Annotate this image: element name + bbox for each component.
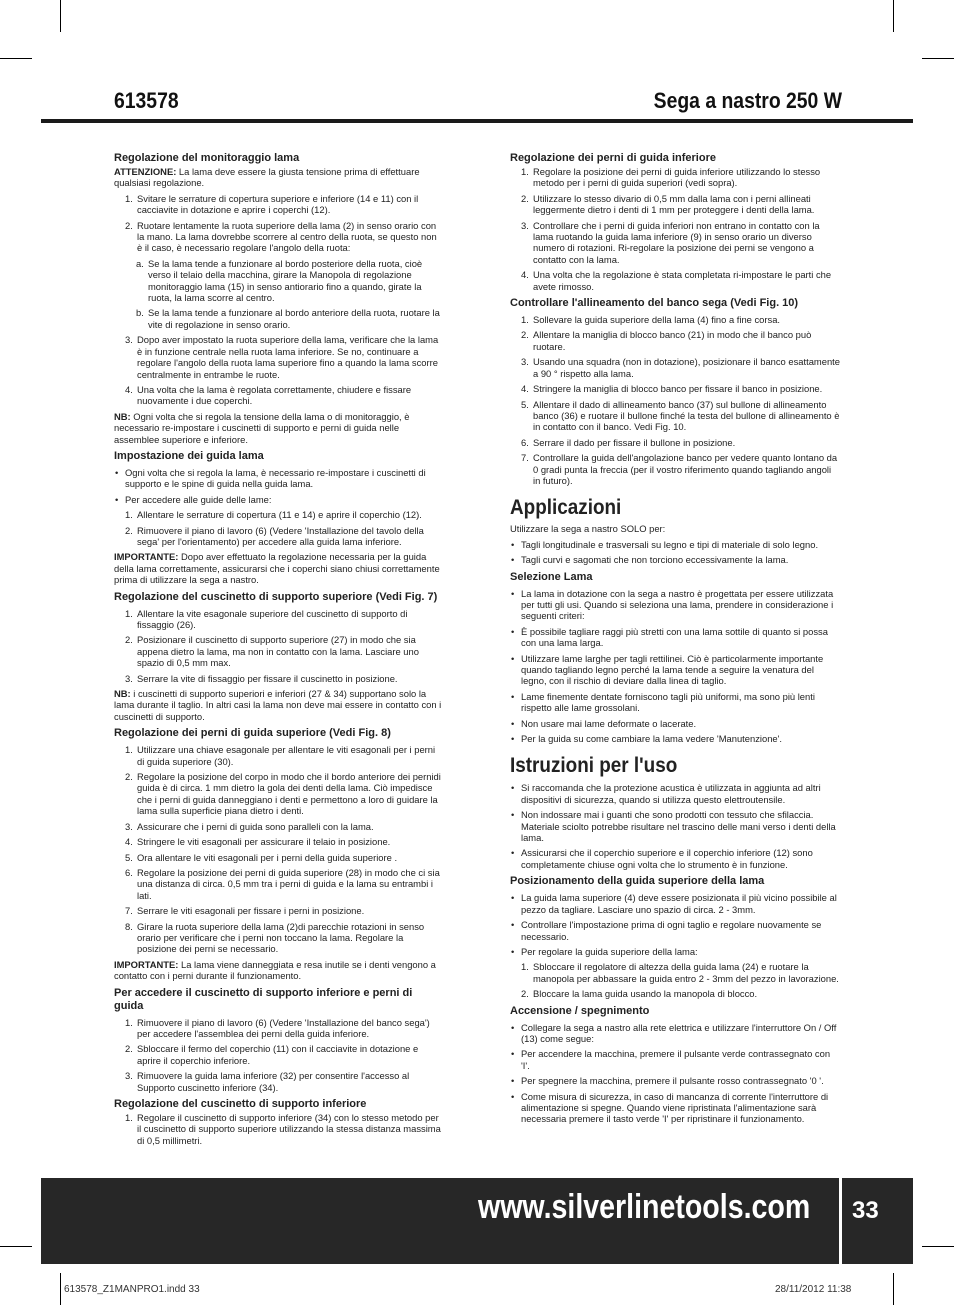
section-title: Impostazione dei guida lama xyxy=(114,449,264,462)
crop-mark xyxy=(60,1273,61,1305)
section-title: Regolazione dei perni di guida superiore (Vedi Fig. 8) xyxy=(114,727,391,740)
list-item: 3. Controllare che i perni di guida inferiori non entrano in contatto con la lama ruotando la guida lama inferiore (9) in senso orario un diverso numero di rotazioni. Ri-regolare la posizione dei perni se vengono a contatto con la lama. xyxy=(521,219,820,265)
footer-divider xyxy=(839,1178,842,1264)
crop-mark xyxy=(60,0,61,32)
list-item: 2. Regolare la posizione del corpo in modo che il bordo anteriore dei pernidi guida è di circa. 1 mm dietro la gola dei denti della lama. Ciò impedisce che i perni di guida danneggiano i denti e permettono a loro di guidare la lama sulla superficie piana dietro i denti. xyxy=(125,771,441,817)
section-title: Regolazione del cuscinetto di supporto inferiore xyxy=(114,1098,367,1110)
list-item: 2. Ruotare lentamente la ruota superiore della lama (2) in senso orario con la mano. La lama dovrebbe scorrere al centro della ruota, se questo non è il caso, è necessario regolare l'angolo della ruota: a. Se la lama tende a funzionare al bordo posteriore della ruota, cioè verso il telaio della macchina, girare la Manopola di regolazione monitoraggio lama (15) in senso antiorario fino a quando, girate la ruota, la lama scorre al centro. b. Se la lama tende a funzionare al bordo anteriore della ruota, ruotare la vite di regolazione in senso orario. xyxy=(114,220,444,331)
list-item: • Per la guida su come cambiare la lama vedere 'Manutenzione'. xyxy=(510,733,840,744)
list-item: 7. Controllare la guida dell'angolazione banco per vedere quanto lontano da 0 gradi punta la freccia (per il vostro riferimento quando tagliando angoli in futuro). xyxy=(521,452,838,486)
list-item: 6. Serrare il dado per fissare il bullone in posizione. xyxy=(521,436,736,448)
list-item: 4. Stringere la maniglia di blocco banco per fissare il banco in posizione. xyxy=(521,383,823,395)
website-link[interactable]: www.silverlinetools.com xyxy=(478,1188,811,1226)
list-item: 4. Una volta che la lama è regolata correttamente, chiudere e fissare nuovamente i due coperchi. xyxy=(125,383,412,407)
list-item: a. Se la lama tende a funzionare al bordo posteriore della ruota, cioè verso il telaio della macchina, girare la Manopola di regolazione monitoraggio lama (15) in senso antiorario fino a quando, girate la ruota, la lama scorre al centro. xyxy=(136,257,423,304)
list-item: • Non usare mai lame deformate o lacerate. xyxy=(510,718,840,729)
important-note: IMPORTANTE: La lama viene danneggiata e resa inutile se i denti vengono a contatto con i perni durante il funzionamento. xyxy=(114,958,436,982)
crop-mark xyxy=(893,0,894,32)
list-item: 2. Allentare la maniglia di blocco banco (21) in modo che il banco può ruotare. xyxy=(521,329,812,352)
list-item: 3. Rimuovere la guida lama inferiore (32) per consentire l'accesso al Supporto cuscinetto inferiore (34). xyxy=(125,1070,410,1093)
list-item: • Per accedere alle guide delle lame: xyxy=(114,494,444,505)
list-item: • Come misura di sicurezza, in caso di mancanza di corrente l'interruttore di alimentazione si spegne. Quando viene ripristinata l'alimentazione sarà necessaria premere il tasto verde 'I' per ripristinare il funzionamento. xyxy=(510,1091,840,1125)
bullet-list xyxy=(510,588,840,745)
sub-list xyxy=(114,258,444,330)
section-title: Regolazione dei perni di guida inferiore xyxy=(510,152,716,164)
header-rule xyxy=(41,119,913,123)
bullet-list xyxy=(510,1022,840,1125)
list-item: • Non indossare mai i guanti che sono prodotti con tessuto che sfilaccia. Materiale sciolto potrebbe risultare nel trascino delle mani verso i denti della lama. xyxy=(510,809,840,843)
bullet-list xyxy=(510,892,840,957)
list-item: 5. Allentare il dado di allineamento banco (37) sul bullone di allineamento banco (36) e ruotare il bullone finché la testa del bullone di allineamento è in contatto con il banco. Vedi Fig. 10. xyxy=(521,398,840,433)
bullet-list xyxy=(510,539,840,566)
step-list xyxy=(114,509,444,547)
list-item: 1. Regolare il cuscinetto di supporto inferiore (34) con lo stesso metodo per il cuscinetto di supporto superiore utilizzando la stessa distanza massima di 0,5 millimetri. xyxy=(125,1112,441,1146)
bullet-list xyxy=(114,467,444,505)
list-item: • Lame finemente dentate forniscono tagli più uniformi, ma sono più lenti rispetto alle lame grossolani. xyxy=(510,691,840,714)
list-item: 4. Una volta che la regolazione è stata completata ri-impostare le parti che avete rimosso. xyxy=(521,269,832,292)
section-title: Selezione Lama xyxy=(510,570,593,583)
list-item: 2. Rimuovere il piano di lavoro (6) (Vedere 'Installazione del tavolo della sega' per l'orientamento) per accedere alla guida lama inferiore. xyxy=(125,524,424,547)
crop-mark xyxy=(893,1273,894,1305)
nb-note: NB: Ogni volta che si regola la tensione della lama o di monitoraggio, è necessario re-impostare i cuscinetti di supporto e perni di guida nelle assemblee superiore e inferiore. xyxy=(114,410,410,445)
list-item: • Si raccomanda che la protezione acustica è utilizzata in aggiunta ad altri dispositivi di sicurezza, quando si utilizza questo elettroutensile. xyxy=(510,782,840,805)
section-title: Accensione / spegnimento xyxy=(510,1004,650,1017)
page-title: Sega a nastro 250 W xyxy=(653,88,842,113)
list-item: • Assicurarsi che il coperchio superiore e il coperchio inferiore (12) sono completamente chiuse ogni volta che lo strumento è in funzione. xyxy=(510,847,840,870)
list-item: 2. Sbloccare il fermo del coperchio (11) con il cacciavite in dotazione e aprire il coperchio inferiore. xyxy=(125,1043,419,1066)
step-list xyxy=(114,193,444,407)
crop-mark xyxy=(922,58,954,59)
list-item: 2. Utilizzare lo stesso divario di 0,5 mm dalla lama con i perni allineati leggermente dietro i denti di 1 mm per proteggere i denti della lama. xyxy=(521,192,815,216)
product-code: 613578 xyxy=(114,88,179,113)
crop-mark xyxy=(0,58,32,59)
list-item: • È possibile tagliare raggi più stretti con una lama sottile di quanto si possa con una lama larga. xyxy=(510,626,840,649)
step-list xyxy=(510,314,840,486)
nb-note: NB: i cuscinetti di supporto superiori e inferiori (27 & 34) supportano solo la lama durante il taglio. In altri casi la lama non deve mai essere in contatto con i cuscinetti di supporto. xyxy=(114,688,442,722)
section-heading: Istruzioni per l'uso xyxy=(510,754,678,778)
list-item: 3. Assicurare che i perni di guida sono paralleli con la lama. xyxy=(125,820,374,832)
date-slug: 28/11/2012 11:38 xyxy=(775,1284,852,1295)
bullet-list xyxy=(510,782,840,870)
right-column xyxy=(510,152,840,1125)
section-title: Posizionamento della guida superiore della lama xyxy=(510,875,765,888)
crop-mark xyxy=(0,1246,32,1247)
list-item: • Controllare l'impostazione prima di ogni taglio e regolare nuovamente se necessario. xyxy=(510,919,840,942)
list-item: 1. Sbloccare il regolatore di altezza della guida lama (24) e ruotare la manopola per abbassare la guida entro 2 - 3mm del pezzo in lavorazione. xyxy=(521,961,839,984)
list-item: • Utilizzare lame larghe per tagli rettilinei. Ciò è particolarmente importante quando tagliando legno perché la lama tende a seguire la venatura del legno, con il rischio di deviare dalla linea di taglio. xyxy=(510,653,840,687)
list-item: 3. Serrare la vite di fissaggio per fissare il cuscinetto in posizione. xyxy=(125,672,398,684)
list-item: • Ogni volta che si regola la lama, è necessario re-impostare i cuscinetti di supporto e le spine di guida nella guida lama. xyxy=(114,467,444,490)
step-list xyxy=(114,1112,444,1146)
list-item: 4. Stringere le viti esagonali per assicurare il telaio in posizione. xyxy=(125,836,391,848)
list-item: • Tagli curvi e sagomati che non torciono eccessivamente la lama. xyxy=(510,554,840,565)
list-item: • Per accendere la macchina, premere il pulsante verde contrassegnato con 'I'. xyxy=(510,1048,840,1071)
list-item: 5. Ora allentare le viti esagonali per i perni della guida superiore . xyxy=(125,851,398,863)
list-item: • Tagli longitudinale e trasversali su legno e tipi di materiale di solo legno. xyxy=(510,539,840,550)
list-item: 3. Usando una squadra (non in dotazione), posizionare il banco esattamente a 90 ° rispetto alla lama. xyxy=(521,356,840,379)
list-item: • La guida lama superiore (4) deve essere posizionata il più vicino possibile al pezzo da tagliare. Lasciare uno spazio di circa. 2 - 3mm. xyxy=(510,892,840,915)
step-list xyxy=(510,166,840,292)
list-item: b. Se la lama tende a funzionare al bordo anteriore della ruota, ruotare la vite di regolazione in senso orario. xyxy=(136,307,440,330)
list-item: • Per spegnere la macchina, premere il pulsante rosso contrassegnato '0 '. xyxy=(510,1075,840,1086)
list-item: • Collegare la sega a nastro alla rete elettrica e utilizzare l'interruttore On / Off (13) come segue: xyxy=(510,1022,840,1045)
list-item: 1. Allentare le serrature di copertura (11 e 14) e aprire il coperchio (12). xyxy=(125,509,422,521)
list-item: 6. Regolare la posizione dei perni di guida superiore (28) in modo che ci sia una distanza di circa. 0,5 mm tra i perni di guida e la lama su entrambi i lati. xyxy=(125,866,440,901)
step-list xyxy=(114,744,444,955)
page-number: 33 xyxy=(852,1197,879,1224)
section-title: Controllare l'allineamento del banco sega (Vedi Fig. 10) xyxy=(510,297,799,310)
step-list xyxy=(114,1017,444,1093)
section-title: Regolazione del cuscinetto di supporto superiore (Vedi Fig. 7) xyxy=(114,590,438,603)
section-title: Regolazione del monitoraggio lama xyxy=(114,152,300,164)
list-item: 1. Utilizzare una chiave esagonale per allentare le viti esagonali per i perni di guida superiore (30). xyxy=(125,744,436,767)
attention-note: ATTENZIONE: La lama deve essere la giusta tensione prima di effettuare qualsiasi regolazione. xyxy=(114,166,420,189)
list-item: 1. Svitare le serrature di copertura superiore e inferiore (14 e 11) con il cacciavite in dotazione e aprire i coperchi (12). xyxy=(125,192,419,216)
list-item: 2. Bloccare la lama guida usando la manopola di blocco. xyxy=(521,988,758,1000)
list-item: • La lama in dotazione con la sega a nastro è progettata per essere utilizzata per tutti gli usi. Quando si seleziona una lama, prendere in considerazione i seguenti criteri: xyxy=(510,588,840,622)
step-list xyxy=(114,608,444,684)
important-note: IMPORTANTE: Dopo aver effettuato la regolazione necessaria per la guida della lama correttamente, assicurarsi che i coperchi siano chiusi correttamente prima di utilizzare la sega a nastro. xyxy=(114,551,440,586)
file-slug: 613578_Z1MANPRO1.indd 33 xyxy=(64,1284,200,1295)
section-heading: Applicazioni xyxy=(510,496,622,520)
list-item: 7. Serrare le viti esagonali per fissare i perni in posizione. xyxy=(125,905,365,917)
step-list xyxy=(510,961,840,999)
crop-mark xyxy=(922,1246,954,1247)
list-item: 1. Regolare la posizione dei perni di guida inferiore utilizzando lo stesso metodo per i perni di guida superiori (vedi sopra). xyxy=(521,166,821,189)
list-item: • Per regolare la guida superiore della lama: xyxy=(510,946,840,957)
list-item: 2. Posizionare il cuscinetto di supporto superiore (27) in modo che sia appena dietro la lama, ma non in contatto con la lama. Lasciare uno spazio di 0,5 mm max. xyxy=(125,634,419,669)
paragraph: Utilizzare la sega a nastro SOLO per: xyxy=(510,523,666,535)
list-item: 1. Allentare la vite esagonale superiore del cuscinetto di supporto di fissaggio (26). xyxy=(125,607,408,630)
list-item: 1. Sollevare la guida superiore della lama (4) fino a fine corsa. xyxy=(521,314,781,326)
list-item: 8. Girare la ruota superiore della lama (2)di parecchie rotazioni in senso orario per verificare che i perni non toccano la lama. Regolare la posizione dei perni se necessario. xyxy=(125,920,425,955)
list-item: 3. Dopo aver impostato la ruota superiore della lama, verificare che la lama è in funzione centrale nella ruota lama inferiore. Se no, continuare a regolare l'angolo della ruota lama superiore fino a quando la lama scorre centralmente in entrambe le ruote. xyxy=(125,334,439,380)
section-title: Per accedere il cuscinetto di supporto inferiore e perni di guida xyxy=(114,986,413,1012)
left-column xyxy=(114,152,444,1146)
list-item: 1. Rimuovere il piano di lavoro (6) (Vedere 'Installazione del banco sega') per accedere l'assemblea dei perni della guida inferiore. xyxy=(125,1016,430,1039)
